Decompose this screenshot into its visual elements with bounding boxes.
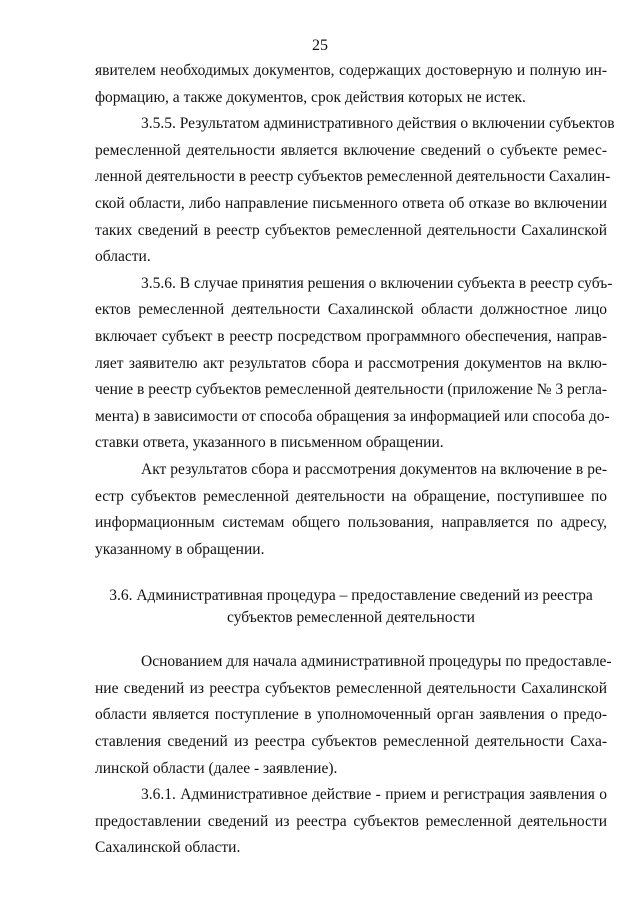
text-line: области. xyxy=(95,248,151,266)
text-line: естр субъектов ремесленной деятельности на обращение, поступившее по xyxy=(95,487,607,505)
section-heading xyxy=(95,585,607,629)
text-line: линской области (далее - заявление). xyxy=(95,759,338,777)
text-line: ремесленной деятельности является включение сведений о субъекте ремес- xyxy=(95,141,607,159)
paragraph-3-5-5 xyxy=(95,111,615,271)
text-line: указанному в обращении. xyxy=(95,540,265,558)
text-line: ленной деятельности в реестр субъектов ремесленной деятельности Сахалин- xyxy=(95,168,611,186)
text-line: ектов ремесленной деятельности Сахалинской области должностное лицо xyxy=(95,301,607,319)
text-line: области является поступление в уполномоченный орган заявления о предо- xyxy=(95,706,607,724)
spacer xyxy=(95,629,607,649)
text-line: ляет заявителю акт результатов сбора и рассмотрения документов на вклю- xyxy=(95,354,607,372)
paragraph-3-5-6 xyxy=(95,271,613,457)
paragraph-continuation xyxy=(95,58,607,111)
document-body xyxy=(95,58,615,862)
text-line: Основанием для начала административной процедуры по предоставле- xyxy=(141,653,612,671)
text-line: ставления сведений из реестра субъектов ремесленной деятельности Саха- xyxy=(95,733,607,751)
text-line: 3.6.1. Административное действие - прием и регистрация заявления о xyxy=(141,786,607,804)
text-line: информационным системам общего пользования, направляется по адресу, xyxy=(95,514,607,532)
text-line: 3.5.5. Результатом административного действия о включении субъектов xyxy=(141,115,615,133)
text-line: включает субъект в реестр посредством программного обеспечения, направ- xyxy=(95,327,607,345)
text-line: явителем необходимых документов, содержащих достоверную и полную ин- xyxy=(95,62,607,79)
text-line: ской области, либо направление письменного ответа об отказе во включении xyxy=(95,194,607,212)
paragraph-act xyxy=(95,457,607,563)
text-line: предоставлении сведений из реестра субъектов ремесленной деятельности xyxy=(95,812,607,830)
page-number: 25 xyxy=(312,37,328,54)
text-line: таких сведений в реестр субъектов ремесленной деятельности Сахалинской xyxy=(95,221,607,239)
text-line: Сахалинской области. xyxy=(95,839,241,857)
text-line: Акт результатов сбора и рассмотрения документов на включение в ре- xyxy=(141,460,607,478)
text-line: чение в реестр субъектов ремесленной деятельности (приложение № 3 регла- xyxy=(95,381,607,399)
text-line: ставки ответа, указанного в письменном обращении. xyxy=(95,434,444,452)
text-line: формацию, а также документов, срок действия которых не истек. xyxy=(95,88,526,106)
heading-line: субъектов ремесленной деятельности xyxy=(227,609,475,627)
paragraph-3-6-1 xyxy=(95,782,607,862)
text-line: 3.5.6. В случае принятия решения о включении субъекта в реестр субъ- xyxy=(141,274,613,292)
text-line: ние сведений из реестра субъектов ремесленной деятельности Сахалинской xyxy=(95,679,607,697)
heading-line: 3.6. Административная процедура – предоставление сведений из реестра xyxy=(109,587,593,605)
spacer xyxy=(95,563,607,585)
paragraph-basis xyxy=(95,649,612,782)
text-line: мента) в зависимости от способа обращения за информацией или способа до- xyxy=(95,407,610,425)
